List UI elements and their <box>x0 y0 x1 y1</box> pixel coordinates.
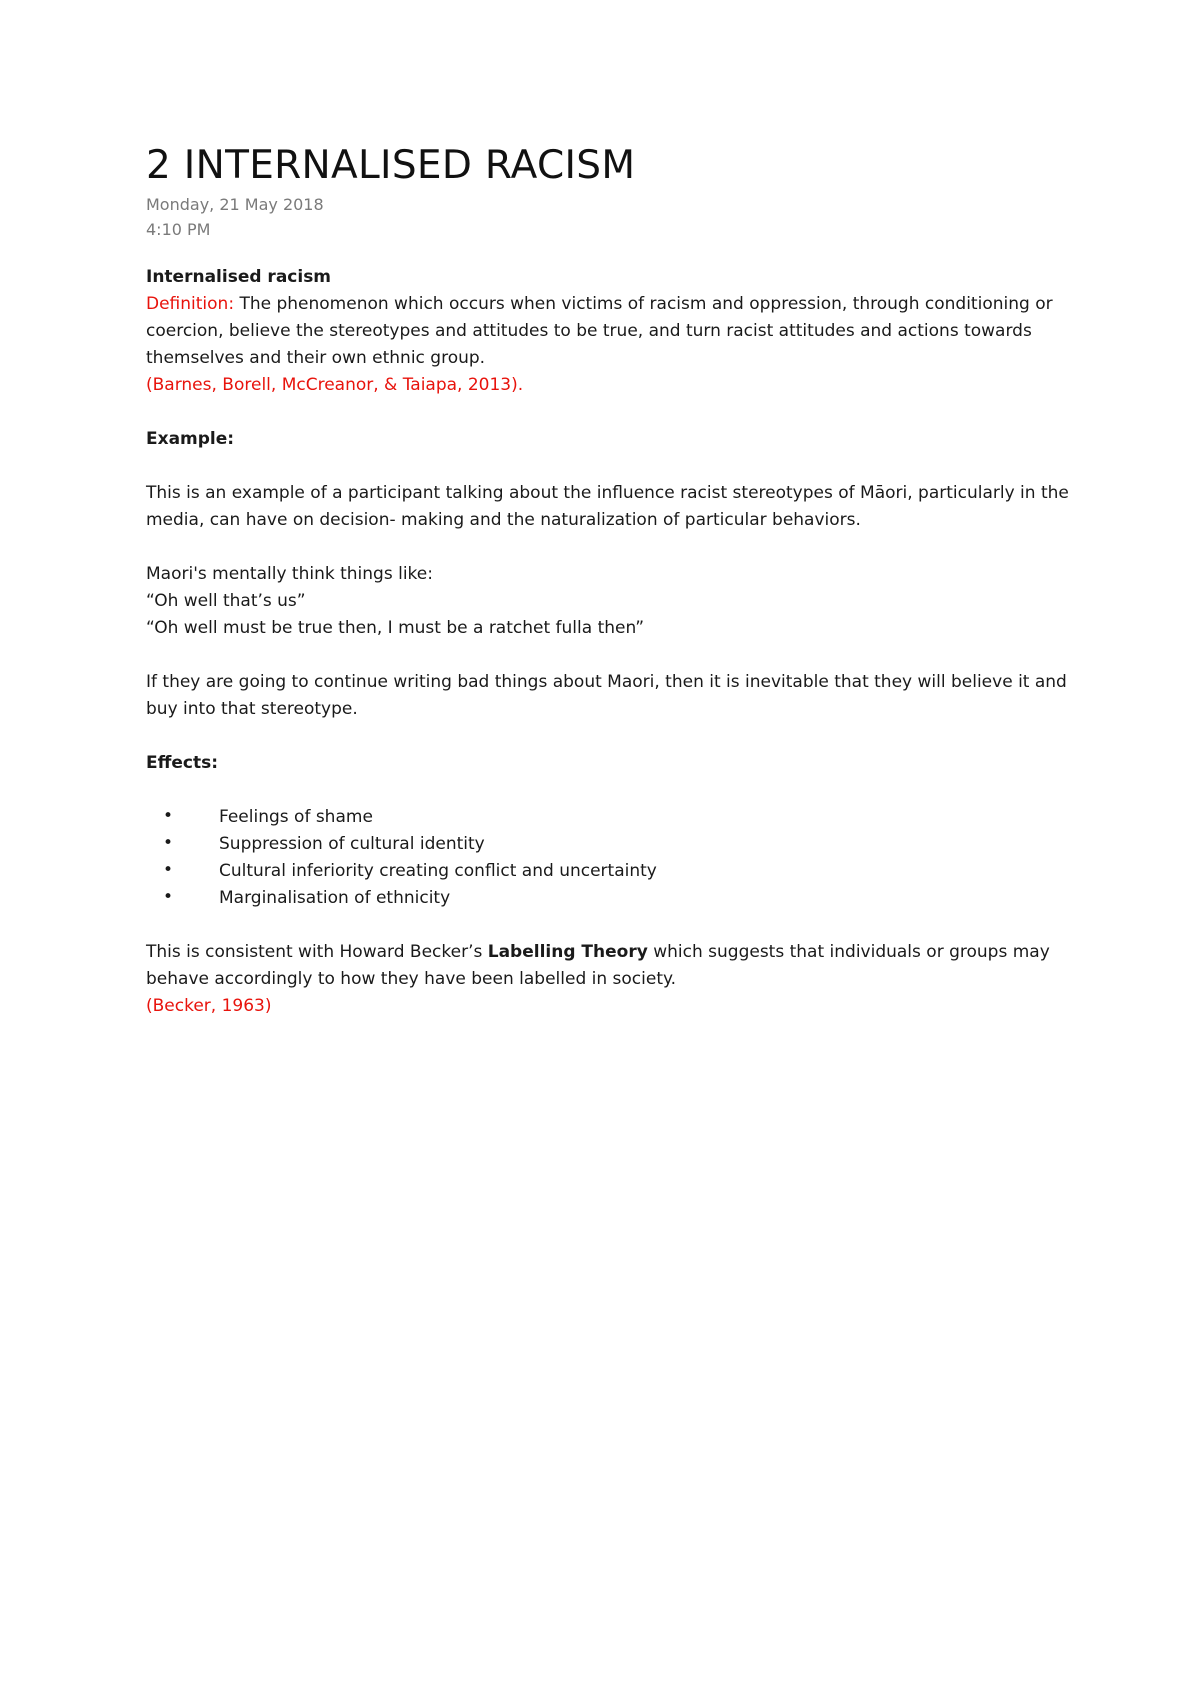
bullet-icon: • <box>163 887 174 907</box>
effects-list <box>146 804 1076 912</box>
list-item: • Marginalisation of ethnicity <box>163 887 451 908</box>
list-item: • Cultural inferiority creating conflict and uncertainty <box>163 860 657 881</box>
citation-becker: (Becker, 1963) <box>146 996 272 1016</box>
definition-paragraph <box>146 291 1076 372</box>
note-time: 4:10 PM <box>146 220 211 239</box>
inevitable-paragraph: If they are going to continue writing bad things about Maori, then it is inevitable that they will believe it and buy into that stereotype. <box>146 672 1067 719</box>
labelling-block <box>146 939 1076 1020</box>
page-content <box>146 140 1076 1020</box>
labelling-theory-term: Labelling Theory <box>487 942 648 962</box>
definition-label: Definition: <box>146 294 235 314</box>
example-heading: Example: <box>146 429 235 449</box>
bullet-icon: • <box>163 833 174 853</box>
page-title: 2 INTERNALISED RACISM <box>146 143 636 188</box>
list-item: • Suppression of cultural identity <box>163 833 485 854</box>
section-heading: Internalised racism <box>146 267 332 287</box>
effects-heading: Effects: <box>146 753 219 773</box>
quote-1: “Oh well that’s us” <box>146 591 306 611</box>
definition-block <box>146 264 1076 399</box>
example-block <box>146 426 1076 723</box>
list-item: • Feelings of shame <box>163 806 373 827</box>
note-date: Monday, 21 May 2018 <box>146 195 324 214</box>
example-paragraph: This is an example of a participant talking about the influence racist stereotypes of Māori, particularly in the media, can have on decision- making and the naturalization of particular behaviors. <box>146 483 1069 530</box>
labelling-paragraph: This is consistent with Howard Becker’s Labelling Theory which suggests that individuals or groups may behave accordingly to how they have been labelled in society. <box>146 942 1050 989</box>
bullet-icon: • <box>163 806 174 826</box>
quote-2: “Oh well must be true then, I must be a ratchet fulla then” <box>146 618 645 638</box>
maori-intro: Maori's mentally think things like: <box>146 564 433 584</box>
bullet-icon: • <box>163 860 174 880</box>
effects-block <box>146 750 1076 912</box>
citation-barnes: (Barnes, Borell, McCreanor, & Taiapa, 2013). <box>146 375 524 395</box>
definition-text: The phenomenon which occurs when victims of racism and oppression, through conditioning or coercion, believe the stereotypes and attitudes to be true, and turn racist attitudes and actions towards themselves and their own ethnic group. <box>146 294 1053 368</box>
